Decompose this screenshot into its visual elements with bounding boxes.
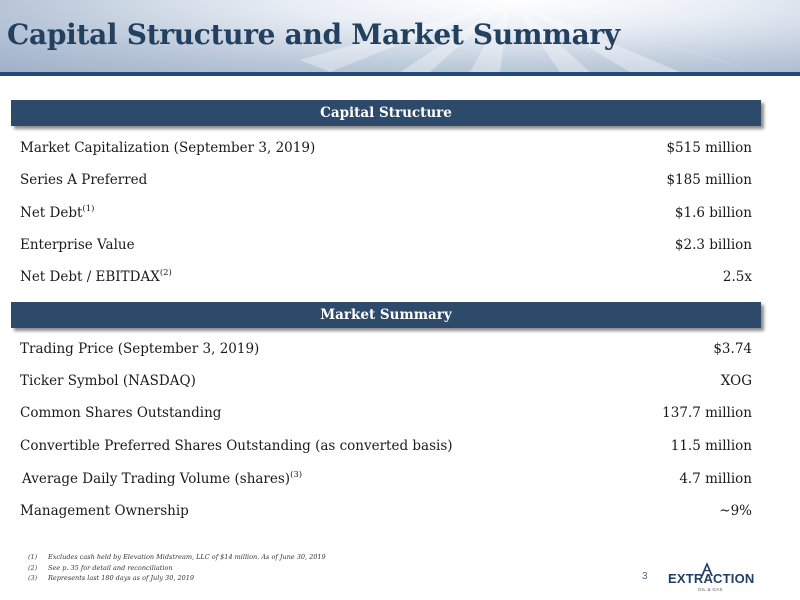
footnote-marker: (2) bbox=[159, 268, 172, 278]
row-label: Market Capitalization (September 3, 2019) bbox=[20, 140, 316, 156]
footnotes bbox=[28, 552, 326, 584]
footnote-marker: (1) bbox=[82, 204, 95, 214]
header-banner bbox=[0, 0, 800, 72]
row-label: Series A Preferred bbox=[20, 172, 148, 188]
logo-subtext: OIL & GAS bbox=[698, 587, 723, 592]
row-value: $185 million bbox=[666, 172, 752, 188]
row-label: Net Debt$^{(1)}$ bbox=[20, 204, 95, 221]
row-label: Trading Price (September 3, 2019) bbox=[20, 341, 260, 357]
page-title: Capital Structure and Market Summary bbox=[7, 18, 620, 51]
logo-wordmark: EXTRACTION bbox=[668, 571, 755, 586]
row-label: Common Shares Outstanding bbox=[20, 405, 222, 421]
row-value: 11.5 million bbox=[670, 438, 752, 454]
row-label: Net Debt / EBITDAX$^{(2)}$ bbox=[20, 268, 172, 285]
company-logo bbox=[664, 562, 764, 596]
table-row bbox=[20, 172, 752, 192]
table-row bbox=[20, 438, 752, 458]
row-label: Average Daily Trading Volume (shares)$^{(3)}$ bbox=[22, 470, 303, 487]
table-row bbox=[20, 405, 752, 425]
row-value: $1.6 billion bbox=[674, 205, 752, 221]
row-label: Convertible Preferred Shares Outstanding (as converted basis) bbox=[20, 438, 453, 454]
row-value: $515 million bbox=[666, 140, 752, 156]
table-row bbox=[20, 471, 752, 491]
row-value: 4.7 million bbox=[679, 471, 752, 487]
row-value: ~9% bbox=[719, 503, 752, 519]
header-divider bbox=[0, 72, 800, 76]
row-value: XOG bbox=[720, 373, 752, 389]
table-row bbox=[20, 373, 752, 393]
table-row bbox=[20, 269, 752, 289]
row-value: 2.5x bbox=[722, 269, 752, 285]
row-label: Enterprise Value bbox=[20, 237, 135, 253]
row-label: Ticker Symbol (NASDAQ) bbox=[20, 373, 196, 389]
footnote: (2) See p. 35 for detail and reconciliation bbox=[28, 563, 173, 572]
page-number: 3 bbox=[642, 571, 648, 582]
row-value: $3.74 bbox=[713, 341, 752, 357]
table-row bbox=[20, 237, 752, 257]
market-summary-heading: Market Summary bbox=[11, 302, 761, 328]
table-row bbox=[20, 503, 752, 523]
table-row bbox=[20, 140, 752, 160]
footnote: (1) Excludes cash held by Elevation Midstream, LLC of $14 million. As of June 30, 2019 bbox=[28, 553, 326, 561]
footnote-marker: (3) bbox=[290, 470, 303, 480]
footnote: (3) Represents last 180 days as of July 30, 2019 bbox=[28, 574, 195, 582]
row-value: 137.7 million bbox=[662, 405, 752, 421]
table-row bbox=[20, 341, 752, 361]
row-value: $2.3 billion bbox=[674, 237, 752, 253]
table-row bbox=[20, 205, 752, 225]
capital-structure-heading: Capital Structure bbox=[11, 100, 761, 126]
row-label: Management Ownership bbox=[20, 503, 189, 519]
